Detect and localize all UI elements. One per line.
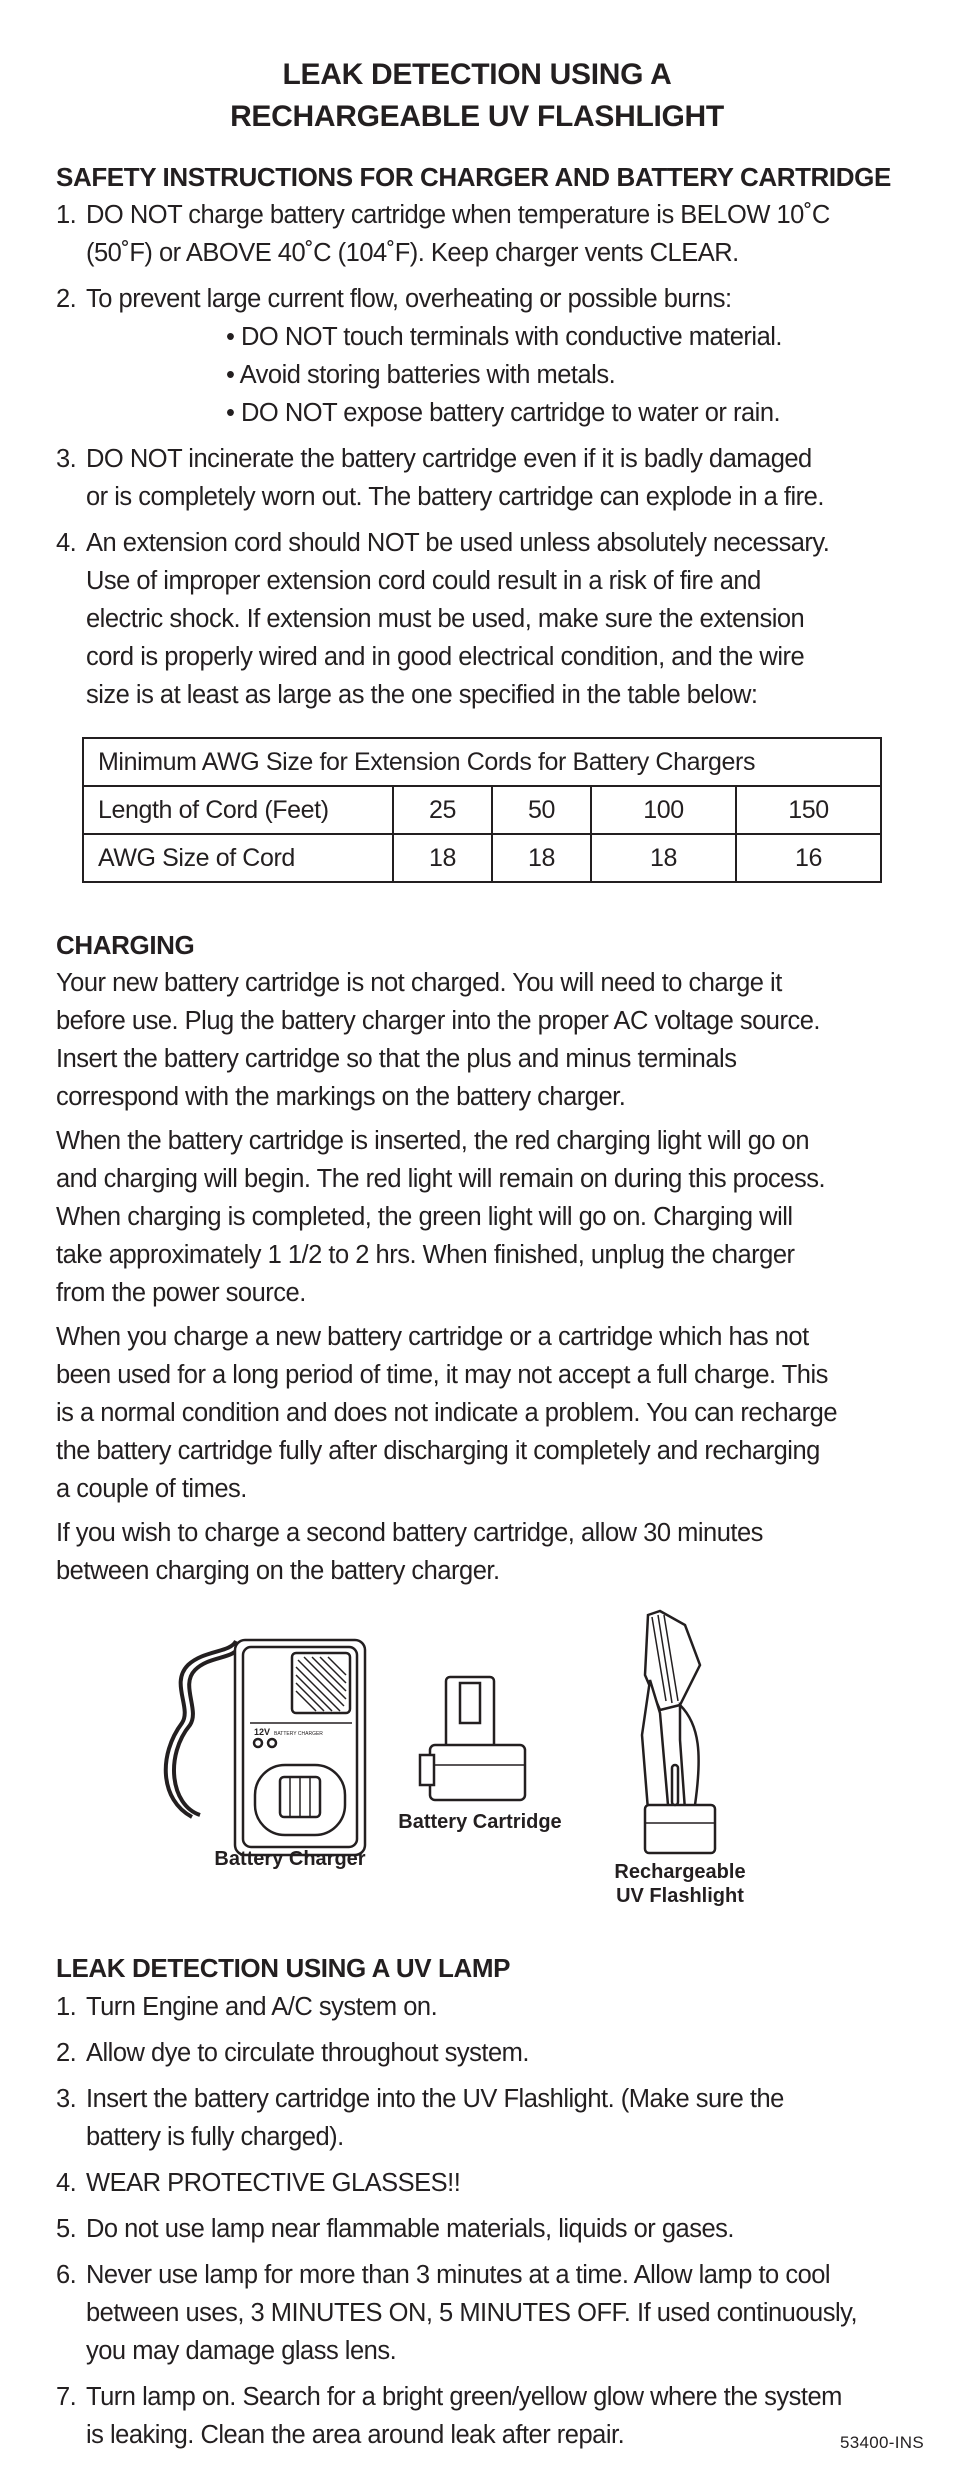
- list-line: or is completely worn out. The battery cartridge can explode in a fire.: [86, 483, 824, 511]
- list-line: Turn lamp on. Search for a bright green/yellow glow where the system: [86, 2383, 842, 2411]
- uv-item-3: [56, 2080, 936, 2156]
- text-line: When the battery cartridge is inserted, the red charging light will go on: [56, 1127, 810, 1155]
- table-caption: Minimum AWG Size for Extension Cords for Battery Chargers: [83, 738, 881, 786]
- charger-voltage-label: 12V: [254, 1727, 271, 1737]
- list-line: between uses, 3 MINUTES ON, 5 MINUTES OFF. If used continuously,: [86, 2299, 858, 2327]
- table-caption-row: [83, 738, 881, 786]
- list-line: you may damage glass lens.: [86, 2337, 397, 2365]
- list-line: Never use lamp for more than 3 minutes at a time. Allow lamp to cool: [86, 2261, 831, 2289]
- list-line: DO NOT incinerate the battery cartridge even if it is badly damaged: [86, 445, 812, 473]
- text-line: take approximately 1 1/2 to 2 hrs. When finished, unplug the charger: [56, 1241, 795, 1269]
- list-line: (50˚F) or ABOVE 40˚C (104˚F). Keep charger vents CLEAR.: [86, 239, 739, 267]
- uv-lamp-heading: LEAK DETECTION USING A UV LAMP: [56, 1953, 511, 1983]
- table-cell: 16: [736, 834, 881, 882]
- safety-list: [56, 196, 936, 722]
- table-cell: 50: [492, 786, 591, 834]
- table-cell: 100: [591, 786, 736, 834]
- charging-paragraph-2: [56, 1122, 926, 1312]
- list-line: DO NOT charge battery cartridge when temperature is BELOW 10˚C: [86, 201, 830, 229]
- battery-cartridge-drawing: [420, 1677, 525, 1800]
- page-title-line-1: LEAK DETECTION USING A: [282, 58, 672, 91]
- table-cell: 150: [736, 786, 881, 834]
- list-number: 6.: [56, 2261, 77, 2289]
- text-line: before use. Plug the battery charger into the proper AC voltage source.: [56, 1007, 820, 1035]
- charging-paragraph-4: [56, 1514, 926, 1590]
- text-line: the battery cartridge fully after discharging it completely and recharging: [56, 1437, 820, 1465]
- bullet-item: • Avoid storing batteries with metals.: [226, 361, 616, 389]
- text-line: When charging is completed, the green light will go on. Charging will: [56, 1203, 793, 1231]
- charging-text: [56, 964, 926, 1590]
- table-row-label: Length of Cord (Feet): [83, 786, 393, 834]
- safety-item-2: [56, 280, 936, 432]
- text-line: When you charge a new battery cartridge or a cartridge which has not: [56, 1323, 809, 1351]
- uv-lamp-list: [56, 1988, 936, 2462]
- bullet-item: • DO NOT expose battery cartridge to water or rain.: [226, 399, 781, 427]
- product-illustration: [140, 1605, 780, 1907]
- list-line: Turn Engine and A/C system on.: [86, 1993, 438, 2021]
- bullet-item: • DO NOT touch terminals with conductive material.: [226, 323, 782, 351]
- list-line: cord is properly wired and in good electrical condition, and the wire: [86, 643, 805, 671]
- list-line: To prevent large current flow, overheating or possible burns:: [86, 285, 732, 313]
- list-line: WEAR PROTECTIVE GLASSES!!: [86, 2169, 461, 2197]
- list-number: 4.: [56, 2169, 77, 2197]
- list-line: size is at least as large as the one specified in the table below:: [86, 681, 758, 709]
- text-line: If you wish to charge a second battery cartridge, allow 30 minutes: [56, 1519, 763, 1547]
- text-line: a couple of times.: [56, 1475, 247, 1503]
- table-row: [83, 834, 881, 882]
- text-line: and charging will begin. The red light will remain on during this process.: [56, 1165, 826, 1193]
- table-cell: 25: [393, 786, 492, 834]
- uv-flashlight-drawing: [642, 1611, 715, 1853]
- list-number: 7.: [56, 2383, 77, 2411]
- text-line: is a normal condition and does not indicate a problem. You can recharge: [56, 1399, 838, 1427]
- uv-flashlight-caption-1: Rechargeable: [614, 1861, 746, 1883]
- table-row-label: AWG Size of Cord: [83, 834, 393, 882]
- safety-item-1: [56, 196, 936, 272]
- list-line: Do not use lamp near flammable materials, liquids or gases.: [86, 2215, 734, 2243]
- safety-item-4: [56, 524, 936, 714]
- list-number: 3.: [56, 2085, 77, 2113]
- awg-table: [82, 737, 882, 883]
- text-line: been used for a long period of time, it may not accept a full charge. This: [56, 1361, 828, 1389]
- table-row: [83, 786, 881, 834]
- text-line: correspond with the markings on the battery charger.: [56, 1083, 626, 1111]
- list-line: battery is fully charged).: [86, 2123, 344, 2151]
- safety-heading: SAFETY INSTRUCTIONS FOR CHARGER AND BATTERY CARTRIDGE: [56, 162, 891, 192]
- list-line: Use of improper extension cord could result in a risk of fire and: [86, 567, 761, 595]
- uv-item-7: [56, 2378, 936, 2454]
- page-title-line-2: RECHARGEABLE UV FLASHLIGHT: [230, 100, 724, 133]
- charging-paragraph-1: [56, 964, 926, 1116]
- list-line: Insert the battery cartridge into the UV Flashlight. (Make sure the: [86, 2085, 784, 2113]
- list-number: 1.: [56, 201, 77, 229]
- text-line: between charging on the battery charger.: [56, 1557, 500, 1585]
- battery-charger-caption: Battery Charger: [214, 1848, 366, 1870]
- table-cell: 18: [492, 834, 591, 882]
- safety-item-3: [56, 440, 936, 516]
- text-line: Your new battery cartridge is not charged. You will need to charge it: [56, 969, 782, 997]
- charging-paragraph-3: [56, 1318, 926, 1508]
- battery-cartridge-caption: Battery Cartridge: [398, 1811, 562, 1833]
- uv-item-5: [56, 2210, 936, 2248]
- list-number: 5.: [56, 2215, 77, 2243]
- list-number: 1.: [56, 1993, 77, 2021]
- charger-small-label: BATTERY CHARGER: [274, 1731, 323, 1737]
- list-number: 3.: [56, 445, 77, 473]
- uv-item-2: [56, 2034, 936, 2072]
- document-code: 53400-INS: [840, 2433, 924, 2452]
- table-cell: 18: [393, 834, 492, 882]
- list-line: An extension cord should NOT be used unless absolutely necessary.: [86, 529, 830, 557]
- table-cell: 18: [591, 834, 736, 882]
- bullet-list: [86, 318, 936, 432]
- text-line: from the power source.: [56, 1279, 306, 1307]
- text-line: Insert the battery cartridge so that the plus and minus terminals: [56, 1045, 737, 1073]
- charging-heading: CHARGING: [56, 930, 195, 960]
- battery-charger-drawing: [166, 1640, 365, 1855]
- uv-item-4: [56, 2164, 936, 2202]
- list-line: is leaking. Clean the area around leak after repair.: [86, 2421, 625, 2449]
- uv-flashlight-caption-2: UV Flashlight: [616, 1885, 744, 1907]
- list-number: 4.: [56, 529, 77, 557]
- uv-item-1: [56, 1988, 936, 2026]
- list-number: 2.: [56, 285, 77, 313]
- list-line: electric shock. If extension must be used, make sure the extension: [86, 605, 805, 633]
- list-line: Allow dye to circulate throughout system.: [86, 2039, 529, 2067]
- uv-item-6: [56, 2256, 936, 2370]
- list-number: 2.: [56, 2039, 77, 2067]
